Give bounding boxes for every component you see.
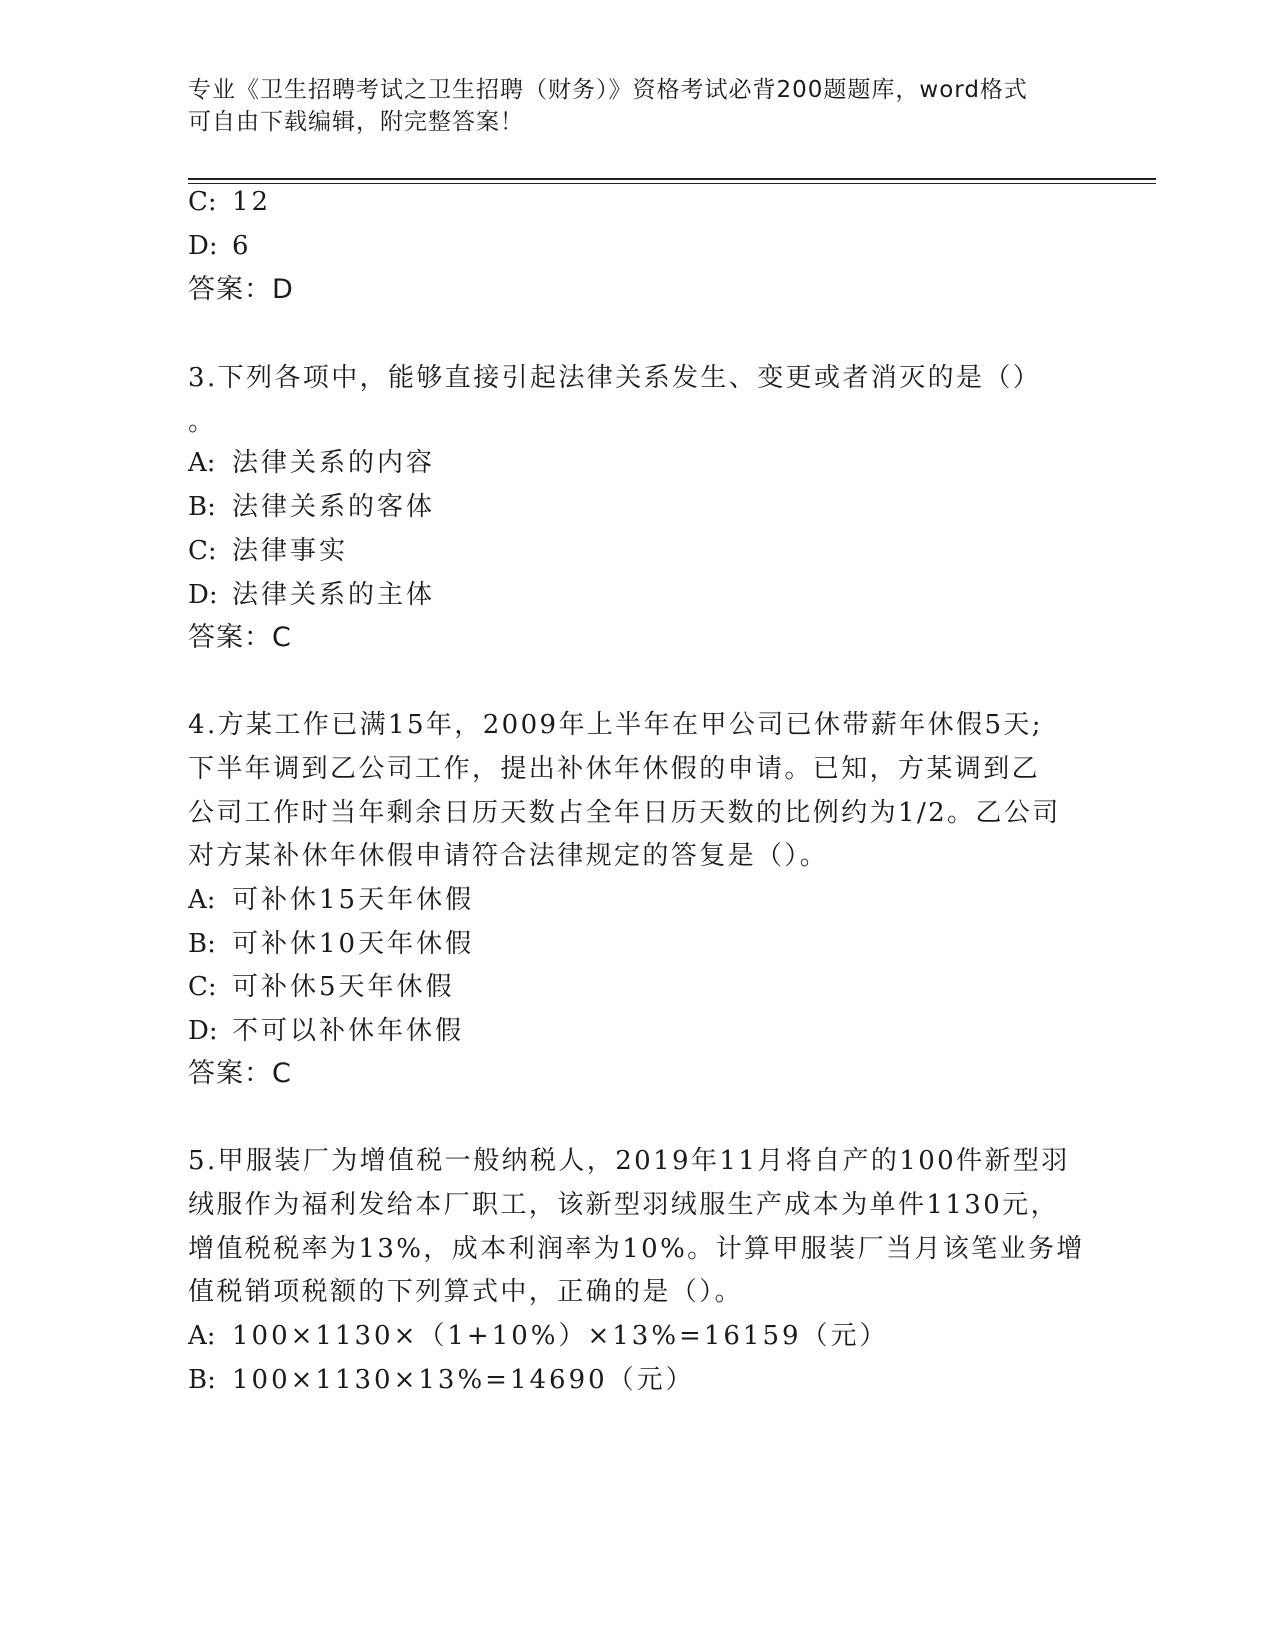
q4-option-c <box>188 971 455 1003</box>
option-label: D: <box>188 231 218 261</box>
option-label: A: <box>188 448 216 478</box>
q5-option-b <box>188 1364 695 1396</box>
q4-stem-line-2: 下半年调到乙公司工作，提出补休年休假的申请。已知，方某调到乙 <box>188 754 1041 784</box>
q4-stem-line-4: 对方某补休年休假申请符合法律规定的答复是（）。 <box>188 841 829 871</box>
header-divider-thin <box>188 183 1156 184</box>
q3-option-c <box>188 535 348 567</box>
q4-option-a <box>188 884 474 916</box>
option-label: B: <box>188 492 216 522</box>
q4-option-b <box>188 928 474 960</box>
q5-stem-line-1: 5.甲服装厂为增值税一般纳税人，2019年11月将自产的100件新型羽 <box>188 1146 1070 1176</box>
q4-answer: 答案：C <box>188 1058 292 1089</box>
q4-stem-line-3: 公司工作时当年剩余日历天数占全年日历天数的比例约为1/2。乙公司 <box>188 798 1061 828</box>
option-label: B: <box>188 929 216 959</box>
q3-stem-line-1: 3.下列各项中，能够直接引起法律关系发生、变更或者消灭的是（） <box>188 363 1042 393</box>
q4-option-d <box>188 1015 464 1047</box>
q5-stem-line-2: 绒服作为福利发给本厂职工，该新型羽绒服生产成本为单件1130元， <box>188 1190 1059 1220</box>
option-label: C: <box>188 536 217 566</box>
q4-stem-line-1: 4.方某工作已满15年，2009年上半年在甲公司已休带薪年休假5天; <box>188 710 1043 740</box>
q5-stem-line-4: 值税销项税额的下列算式中，正确的是（）。 <box>188 1277 744 1307</box>
option-label: D: <box>188 1016 218 1046</box>
option-text: 100×1130×13%=14690（元） <box>232 1365 695 1395</box>
header-title-line-2: 可自由下载编辑，附完整答案！ <box>188 109 524 135</box>
option-text: 100×1130×（1+10%）×13%=16159（元） <box>232 1321 889 1351</box>
document-header <box>188 74 1088 138</box>
option-text: 可补休15天年休假 <box>232 885 475 915</box>
option-text: 法律关系的客体 <box>232 492 436 522</box>
q3-option-b <box>188 491 435 523</box>
option-text: 不可以补休年休假 <box>232 1016 465 1046</box>
option-label: D: <box>188 580 218 610</box>
option-text: 6 <box>232 231 252 261</box>
option-label: B: <box>188 1365 216 1395</box>
option-label: C: <box>188 972 217 1002</box>
q5-stem-line-3: 增值税税率为13%，成本利润率为10%。计算甲服装厂当月该笔业务增 <box>188 1234 1085 1264</box>
option-label: A: <box>188 885 216 915</box>
option-label: C: <box>188 187 217 217</box>
option-text: 12 <box>232 187 272 217</box>
q2-option-c <box>188 186 271 218</box>
option-text: 法律关系的主体 <box>232 580 436 610</box>
option-text: 可补休5天年休假 <box>232 972 455 1002</box>
option-text: 可补休10天年休假 <box>232 929 475 959</box>
option-label: A: <box>188 1321 216 1351</box>
q2-answer: 答案：D <box>188 274 294 305</box>
header-divider-thick <box>188 178 1156 180</box>
q3-answer: 答案：C <box>188 622 292 653</box>
q3-option-d <box>188 579 435 611</box>
q5-option-a <box>188 1320 889 1352</box>
option-text: 法律事实 <box>232 536 349 566</box>
header-title-line-1: 专业《卫生招聘考试之卫生招聘（财务）》资格考试必背200题题库，word格式 <box>188 77 1028 103</box>
option-text: 法律关系的内容 <box>232 448 436 478</box>
q3-option-a <box>188 447 435 479</box>
q2-option-d <box>188 230 252 262</box>
q3-stem-line-2: 。 <box>188 407 217 437</box>
